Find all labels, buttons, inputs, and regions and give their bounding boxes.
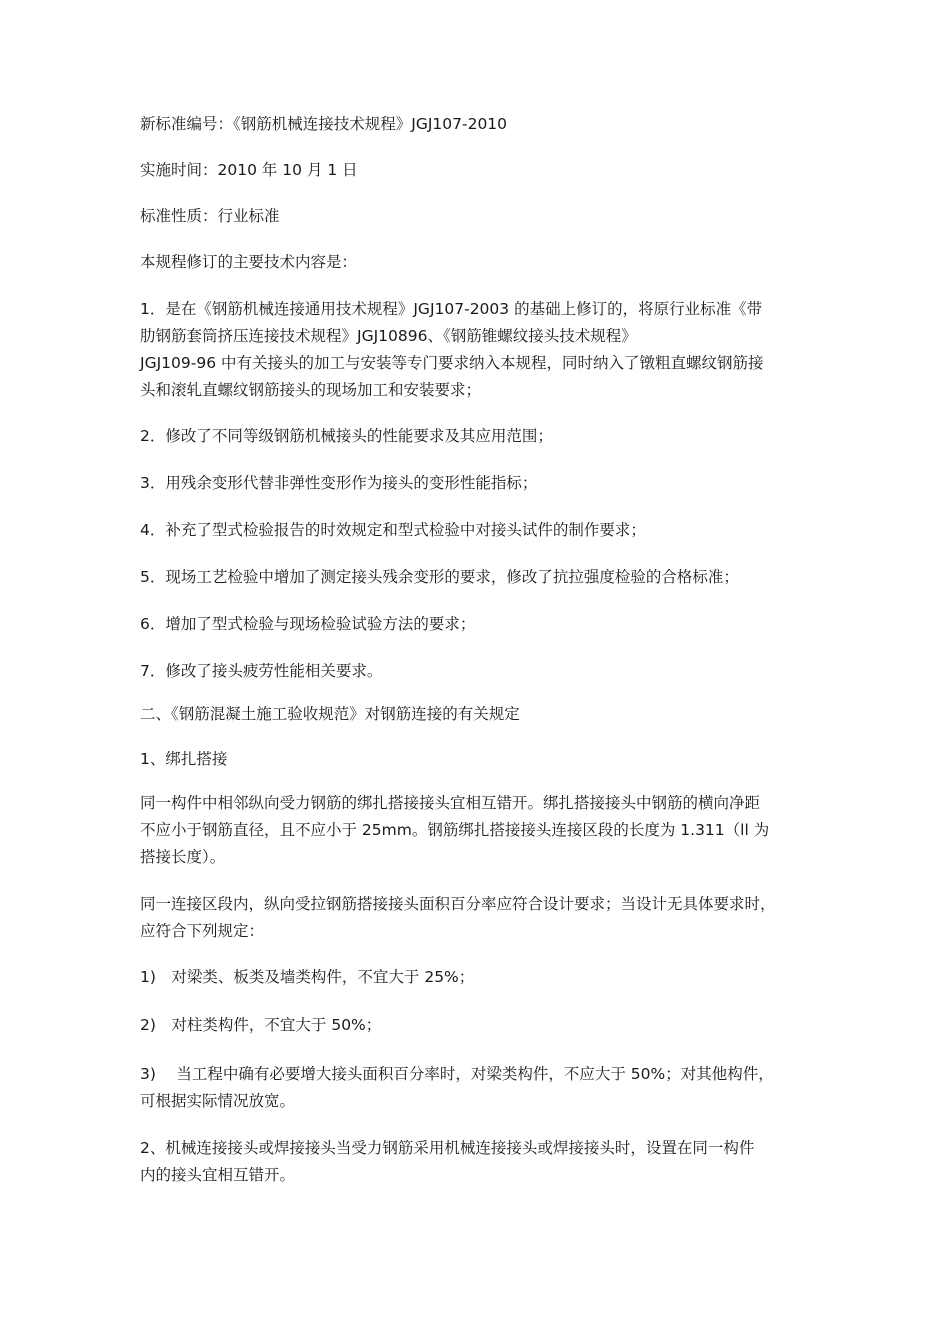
document-page [140, 112, 840, 1211]
rule-item-2: 2) 对柱类构件，不宜大于 50%； [140, 1016, 382, 1034]
subsection-1-paragraph-2: 同一连接区段内，纵向受拉钢筋搭接接头面积百分率应符合设计要求；当设计无具体要求时， 应符合下列规定： [140, 895, 776, 940]
revision-item-2: 2．修改了不同等级钢筋机械接头的性能要求及其应用范围； [140, 427, 553, 445]
intro-paragraph: 本规程修订的主要技术内容是： [140, 253, 358, 271]
revision-item-6: 6．增加了型式检验与现场检验试验方法的要求； [140, 615, 476, 633]
rule-item-3: 3) 当工程中确有必要增大接头面积百分率时，对梁类构件，不应大于 50%；对其他构件， 可根据实际情况放宽。 [140, 1065, 774, 1110]
revision-item-3: 3．用残余变形代替非弹性变形作为接头的变形性能指标； [140, 474, 538, 492]
standard-nature: 标准性质：行业标准 [140, 207, 280, 225]
subsection-2-paragraph: 2、机械连接接头或焊接接头当受力钢筋采用机械连接接头或焊接接头时，设置在同一构件 内的接头宜相互错开。 [140, 1139, 755, 1184]
revision-item-7: 7．修改了接头疲劳性能相关要求。 [140, 662, 383, 680]
revision-item-4: 4．补充了型式检验报告的时效规定和型式检验中对接头试件的制作要求； [140, 521, 646, 539]
revision-item-5: 5．现场工艺检验中增加了测定接头残余变形的要求，修改了抗拉强度检验的合格标准； [140, 568, 739, 586]
subsection-1-title: 1、绑扎搭接 [140, 750, 228, 768]
standard-number: 新标准编号：《钢筋机械连接技术规程》JGJ107-2010 [140, 115, 508, 133]
revision-item-1: 1．是在《钢筋机械连接通用技术规程》JGJ107-2003 的基础上修订的，将原行业标准《带 肋钢筋套筒挤压连接技术规程》JGJ10896、《钢筋锥螺纹接头技术规程》 JGJ109-96 中有关接头的加工与安装等专门要求纳入本规程，同时纳入了镦粗直螺纹钢筋接 头和滚轧直螺纹钢筋接头的现场加工和安装要求； [140, 300, 764, 399]
implementation-date: 实施时间：2010 年 10 月 1 日 [140, 161, 358, 179]
rule-item-1: 1) 对梁类、板类及墙类构件，不宜大于 25%； [140, 968, 475, 986]
subsection-1-paragraph-1: 同一构件中相邻纵向受力钢筋的绑扎搭接接头宜相互错开。绑扎搭接接头中钢筋的横向净距 不应小于钢筋直径，且不应小于 25mm。钢筋绑扎搭接接头连接区段的长度为 1.311（ll 为 搭接长度）。 [140, 794, 770, 866]
section-2-title: 二、《钢筋混凝土施工验收规范》对钢筋连接的有关规定 [140, 705, 520, 723]
